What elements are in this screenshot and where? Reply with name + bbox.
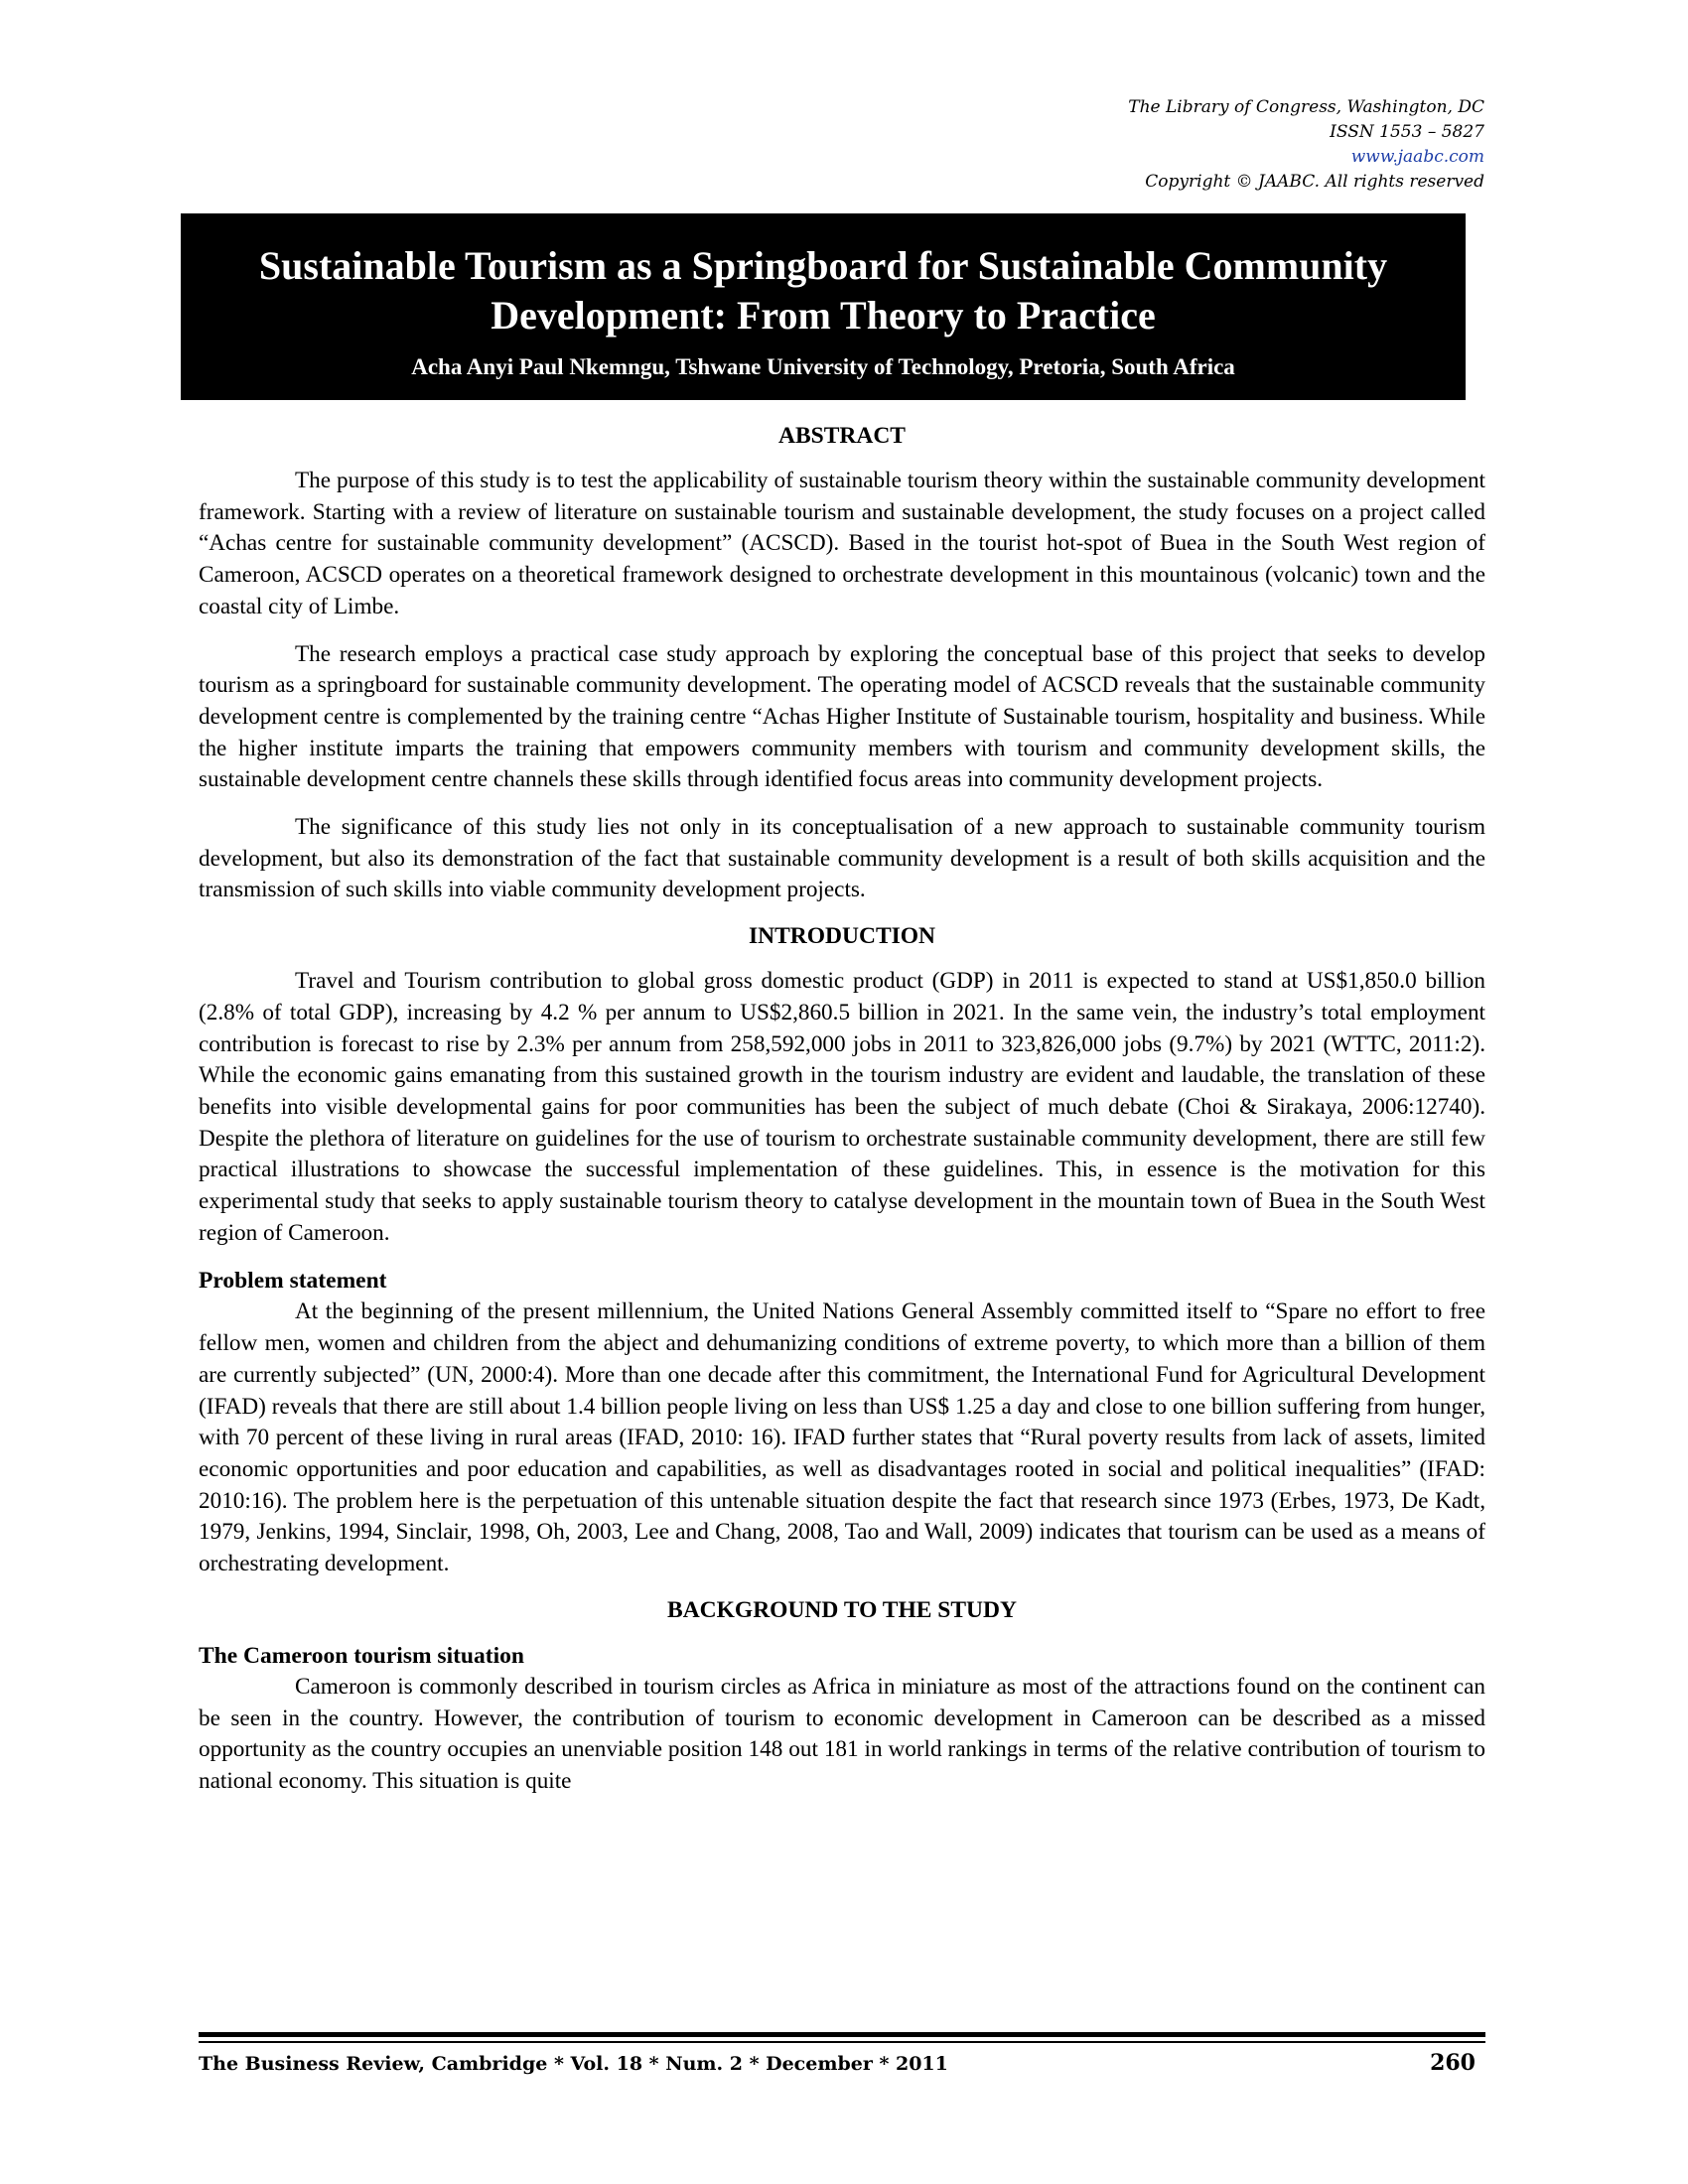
paper-title bbox=[181, 241, 1466, 341]
footer-rule-thin bbox=[199, 2041, 1485, 2043]
copyright-line: Copyright © JAABC. All rights reserved bbox=[1145, 172, 1484, 192]
abstract-paragraph-1: The purpose of this study is to test the applicability of sustainable tourism theory within the sustainable community development framework. Starting with a review of literature on sustainable tourism and sustainable development, the study focuses on a project called “Achas centre for sustainable community development” (ACSCD). Based in the tourist hot-spot of Buea in the South West region of Cameroon, ACSCD operates on a theoretical framework designed to orchestrate development in this mountainous (volcanic) town and the coastal city of Limbe. bbox=[199, 468, 1485, 619]
abstract-heading: ABSTRACT bbox=[778, 423, 906, 449]
title-line-1: Sustainable Tourism as a Springboard for Sustainable Community bbox=[258, 243, 1388, 288]
introduction-paragraph: Travel and Tourism contribution to global gross domestic product (GDP) in 2011 is expected to stand at US$1,850.0 billion (2.8% of total GDP), increasing by 4.2 % per annum to US$2,860.5 billion in 2021. In the same vein, the industry’s total employment contribution is forecast to rise by 2.3% per annum from 258,592,000 jobs in 2011 to 323,826,000 jobs (9.7%) by 2021 (WTTC, 2011:2). While the economic gains emanating from this sustained growth in the tourism industry are evident and laudable, the translation of these benefits into visible developmental gains for poor communities has been the subject of much debate (Choi & Sirakaya, 2006:12740). Despite the plethora of literature on guidelines for the use of tourism to orchestrate sustainable community development, there are still few practical illustrations to showcase the successful implementation of these guidelines. This, in essence is the motivation for this experimental study that seeks to apply sustainable tourism theory to catalyse development in the mountain town of Buea in the South West region of Cameroon. bbox=[199, 968, 1485, 1246]
library-line: The Library of Congress, Washington, DC bbox=[1128, 97, 1484, 117]
journal-website-link[interactable]: www.jaabc.com bbox=[1350, 147, 1484, 167]
page-footer bbox=[199, 2050, 1485, 2076]
journal-citation: The Business Review, Cambridge * Vol. 18 * Num. 2 * December * 2011 bbox=[199, 2053, 948, 2075]
publication-info bbox=[1128, 95, 1484, 195]
footer-rule-thick bbox=[199, 2032, 1485, 2037]
background-heading: BACKGROUND TO THE STUDY bbox=[667, 1596, 1017, 1623]
page-number: 260 bbox=[1430, 2050, 1476, 2076]
abstract-paragraph-3: The significance of this study lies not only in its conceptualisation of a new approach to sustainable community tourism development, but also its demonstration of the fact that sustainable community development is a result of both skills acquisition and the transmission of such skills into viable community development projects. bbox=[199, 814, 1485, 903]
background-paragraph: Cameroon is commonly described in tourism circles as Africa in miniature as most of the attractions found on the continent can be seen in the country. However, the contribution of tourism to economic development in Cameroon can be described as a missed opportunity as the country occupies an unenviable position 148 out 181 in world rankings in terms of the relative contribution of tourism to national economy. This situation is quite bbox=[199, 1673, 1485, 1794]
problem-statement-paragraph: At the beginning of the present millennium, the United Nations General Assembly committed itself to “Spare no effort to free fellow men, women and children from the abject and dehumanizing conditions of extreme poverty, to which more than a billion of them are currently subjected” (UN, 2000:4). More than one decade after this commitment, the International Fund for Agricultural Development (IFAD) reveals that there are still about 1.4 billion people living on less than US$ 1.25 a day and close to one billion suffering from hunger, with 70 percent of these living in rural areas (IFAD, 2010: 16). IFAD further states that “Rural poverty results from lack of assets, limited economic opportunities and poor education and capabilities, as well as disadvantages rooted in social and political inequalities” (IFAD: 2010:16). The problem here is the perpetuation of this untenable situation despite the fact that research since 1973 (Erbes, 1973, De Kadt, 1979, Jenkins, 1994, Sinclair, 1998, Oh, 2003, Lee and Chang, 2008, Tao and Wall, 2009) indicates that tourism can be used as a means of orchestrating development. bbox=[199, 1298, 1485, 1577]
cameroon-tourism-subheading: The Cameroon tourism situation bbox=[199, 1642, 524, 1669]
paper-body bbox=[199, 419, 1485, 1798]
introduction-heading: INTRODUCTION bbox=[748, 923, 936, 950]
author-affiliation: Acha Anyi Paul Nkemngu, Tshwane University of Technology, Pretoria, South Africa bbox=[411, 354, 1235, 379]
title-line-2: Development: From Theory to Practice bbox=[491, 293, 1156, 338]
title-banner bbox=[181, 213, 1466, 400]
issn-line: ISSN 1553 – 5827 bbox=[1330, 122, 1484, 142]
abstract-paragraph-2: The research employs a practical case study approach by exploring the conceptual base of this project that seeks to develop tourism as a springboard for sustainable community development. The operating model of ACSCD reveals that the sustainable community development centre is complemented by the training centre “Achas Higher Institute of Sustainable tourism, hospitality and business. While the higher institute imparts the training that empowers community members with tourism and community development skills, the sustainable development centre channels these skills through identified focus areas into community development projects. bbox=[199, 640, 1485, 793]
problem-statement-heading: Problem statement bbox=[199, 1268, 387, 1295]
